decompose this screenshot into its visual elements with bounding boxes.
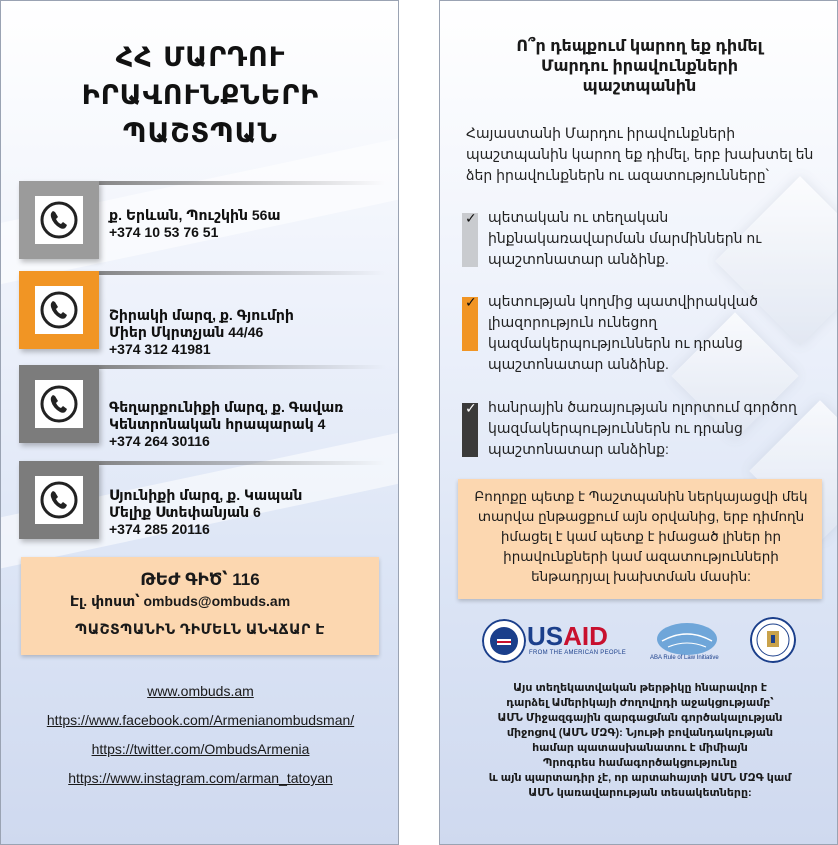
hotline-free-note: ՊԱՇՏՊԱՆԻՆ ԴԻՄԵԼՆ ԱՆՎՃԱՐ Է: [75, 621, 325, 637]
instagram-link[interactable]: https://www.instagram.com/arman_tatoyan: [68, 770, 333, 786]
disclaimer-line: դարձել Ամերիկայի ժողովրդի աջակցությամբ՝: [506, 697, 774, 709]
item-text: պետական ու տեղական ինքնակառավարման մարմիններն ու պաշտոնատար անձինք.: [488, 209, 762, 267]
section-title: [440, 37, 838, 97]
contact-text: [109, 307, 389, 358]
title-line: ԻՐԱՎՈՒՆՔՆԵՐԻ: [81, 80, 320, 111]
disclaimer-line: ԱՄՆ Միջազգային զարգացման գործակալության: [497, 712, 783, 724]
sponsor-logos: [440, 613, 838, 667]
usaid-aid: AID: [563, 621, 608, 651]
item-text: պետության կողմից պատվիրակված լիազորություն ունեցող կազմակերպություններն ու դրանց պաշտոնատար անձինք.: [488, 293, 759, 372]
phone-icon: [39, 384, 79, 424]
title-line: Մարդու իրավունքների: [540, 58, 739, 75]
hotline-box: [21, 557, 379, 655]
right-panel: [439, 0, 838, 845]
disclaimer-line: Այս տեղեկատվական թերթիկը հնարավոր է: [513, 682, 767, 694]
contact-address: ք. Երևան, Պուշկին 56ա: [109, 207, 281, 223]
links-list: [1, 677, 399, 793]
disclaimer-line: Պրոգրես համագործակցությունը: [542, 757, 738, 769]
contact-phone: +374 285 20116: [109, 521, 210, 537]
check-icon: ✓: [465, 294, 477, 310]
disclaimer-line: միջոցով (ԱՄՆ ՄԶԳ): Նյութի բովանդակության: [506, 727, 774, 739]
deadline-notice: Բողոքը պետք է Պաշտպանին ներկայացվի մեկ տարվա ընթացքում այն օրվանից, երբ դիմողն իմացել է կամ պետք է իմացած լիներ իր իրավունքների կամ ազատությունների ենթադրյալ խախտման մասին:: [458, 479, 822, 599]
contact-gavar: [19, 361, 389, 447]
phone-tile: [19, 181, 99, 259]
phone-tile: [19, 271, 99, 349]
contact-region: Գեղարքունիքի մարզ, ք. Գավառ: [109, 399, 344, 415]
contact-address: Մելիք Ստեփանյան 6: [109, 504, 261, 520]
divider-bar: [67, 365, 385, 369]
contact-address: Կենտրոնական հրապարակ 4: [109, 416, 326, 432]
item-text: հանրային ծառայության ոլորտում գործող կազմակերպություններն ու դրանց պաշտոնատար անձինք:: [488, 399, 797, 457]
disclaimer-line: համար պատասխանատու է միմիայն: [532, 742, 748, 754]
divider-bar: [67, 461, 385, 465]
aba-globe-icon: [652, 617, 722, 657]
contact-region: Շիրակի մարզ, ք. Գյումրի: [109, 307, 294, 323]
usaid-us: US: [527, 621, 564, 651]
phone-icon: [39, 480, 79, 520]
contact-kapan: [19, 457, 389, 543]
usaid-seal-icon: [482, 619, 526, 663]
contact-phone: +374 264 30116: [109, 433, 210, 449]
aba-caption: ABA Rule of Law Initiative: [650, 655, 719, 661]
phone-icon: [39, 200, 79, 240]
check-icon: ✓: [465, 210, 477, 226]
contact-text: [109, 487, 389, 538]
title-line: ՊԱՇՏՊԱՆ: [123, 118, 278, 149]
hotline-email: Էլ. փոստ՝ ombuds@ombuds.am: [69, 593, 291, 609]
check-icon: ✓: [465, 400, 477, 416]
page-title: [1, 39, 399, 153]
disclaimer-line: և այն պարտադիր չէ, որ արտահայտի ԱՄՆ ՄԶԳ կամ: [488, 772, 792, 784]
contact-phone: +374 10 53 76 51: [109, 224, 219, 240]
divider-bar: [67, 181, 385, 185]
contact-gyumri: [19, 267, 389, 357]
contact-text: [109, 207, 389, 241]
website-link[interactable]: www.ombuds.am: [147, 683, 254, 699]
ombudsman-seal-icon: [750, 617, 796, 663]
left-panel: [0, 0, 399, 845]
contact-address: Միեր Մկրտչյան 44/46: [109, 324, 264, 340]
funding-disclaimer: [460, 681, 820, 801]
contact-phone: +374 312 41981: [109, 341, 211, 357]
usaid-tagline: FROM THE AMERICAN PEOPLE: [529, 650, 627, 656]
hotline-number: ԹԵԺ ԳԻԾ՝ 116: [140, 570, 260, 589]
phone-icon: [39, 290, 79, 330]
facebook-link[interactable]: https://www.facebook.com/Armenianombudsman/: [46, 712, 355, 728]
contact-yerevan: [19, 177, 389, 263]
title-line: ՀՀ ՄԱՐԴՈՒ: [115, 42, 286, 73]
contact-region: Սյունիքի մարզ, ք. Կապան: [109, 487, 303, 503]
disclaimer-line: ԱՄՆ կառավարության տեսակետները:: [528, 787, 752, 799]
phone-tile: [19, 365, 99, 443]
intro-text: Հայաստանի Մարդու իրավունքների պաշտպանին կարող եք դիմել, երբ խախտել են ձեր իրավունքներն ու ազատությունները՝: [466, 125, 814, 183]
twitter-link[interactable]: https://twitter.com/OmbudsArmenia: [91, 741, 310, 757]
title-line: Ո՞ր դեպքում կարող եք դիմել: [516, 38, 763, 55]
divider-bar: [67, 271, 385, 275]
title-line: պաշտպանին: [582, 78, 697, 95]
usaid-wordmark: [527, 621, 608, 652]
phone-tile: [19, 461, 99, 539]
contact-text: [109, 399, 389, 450]
